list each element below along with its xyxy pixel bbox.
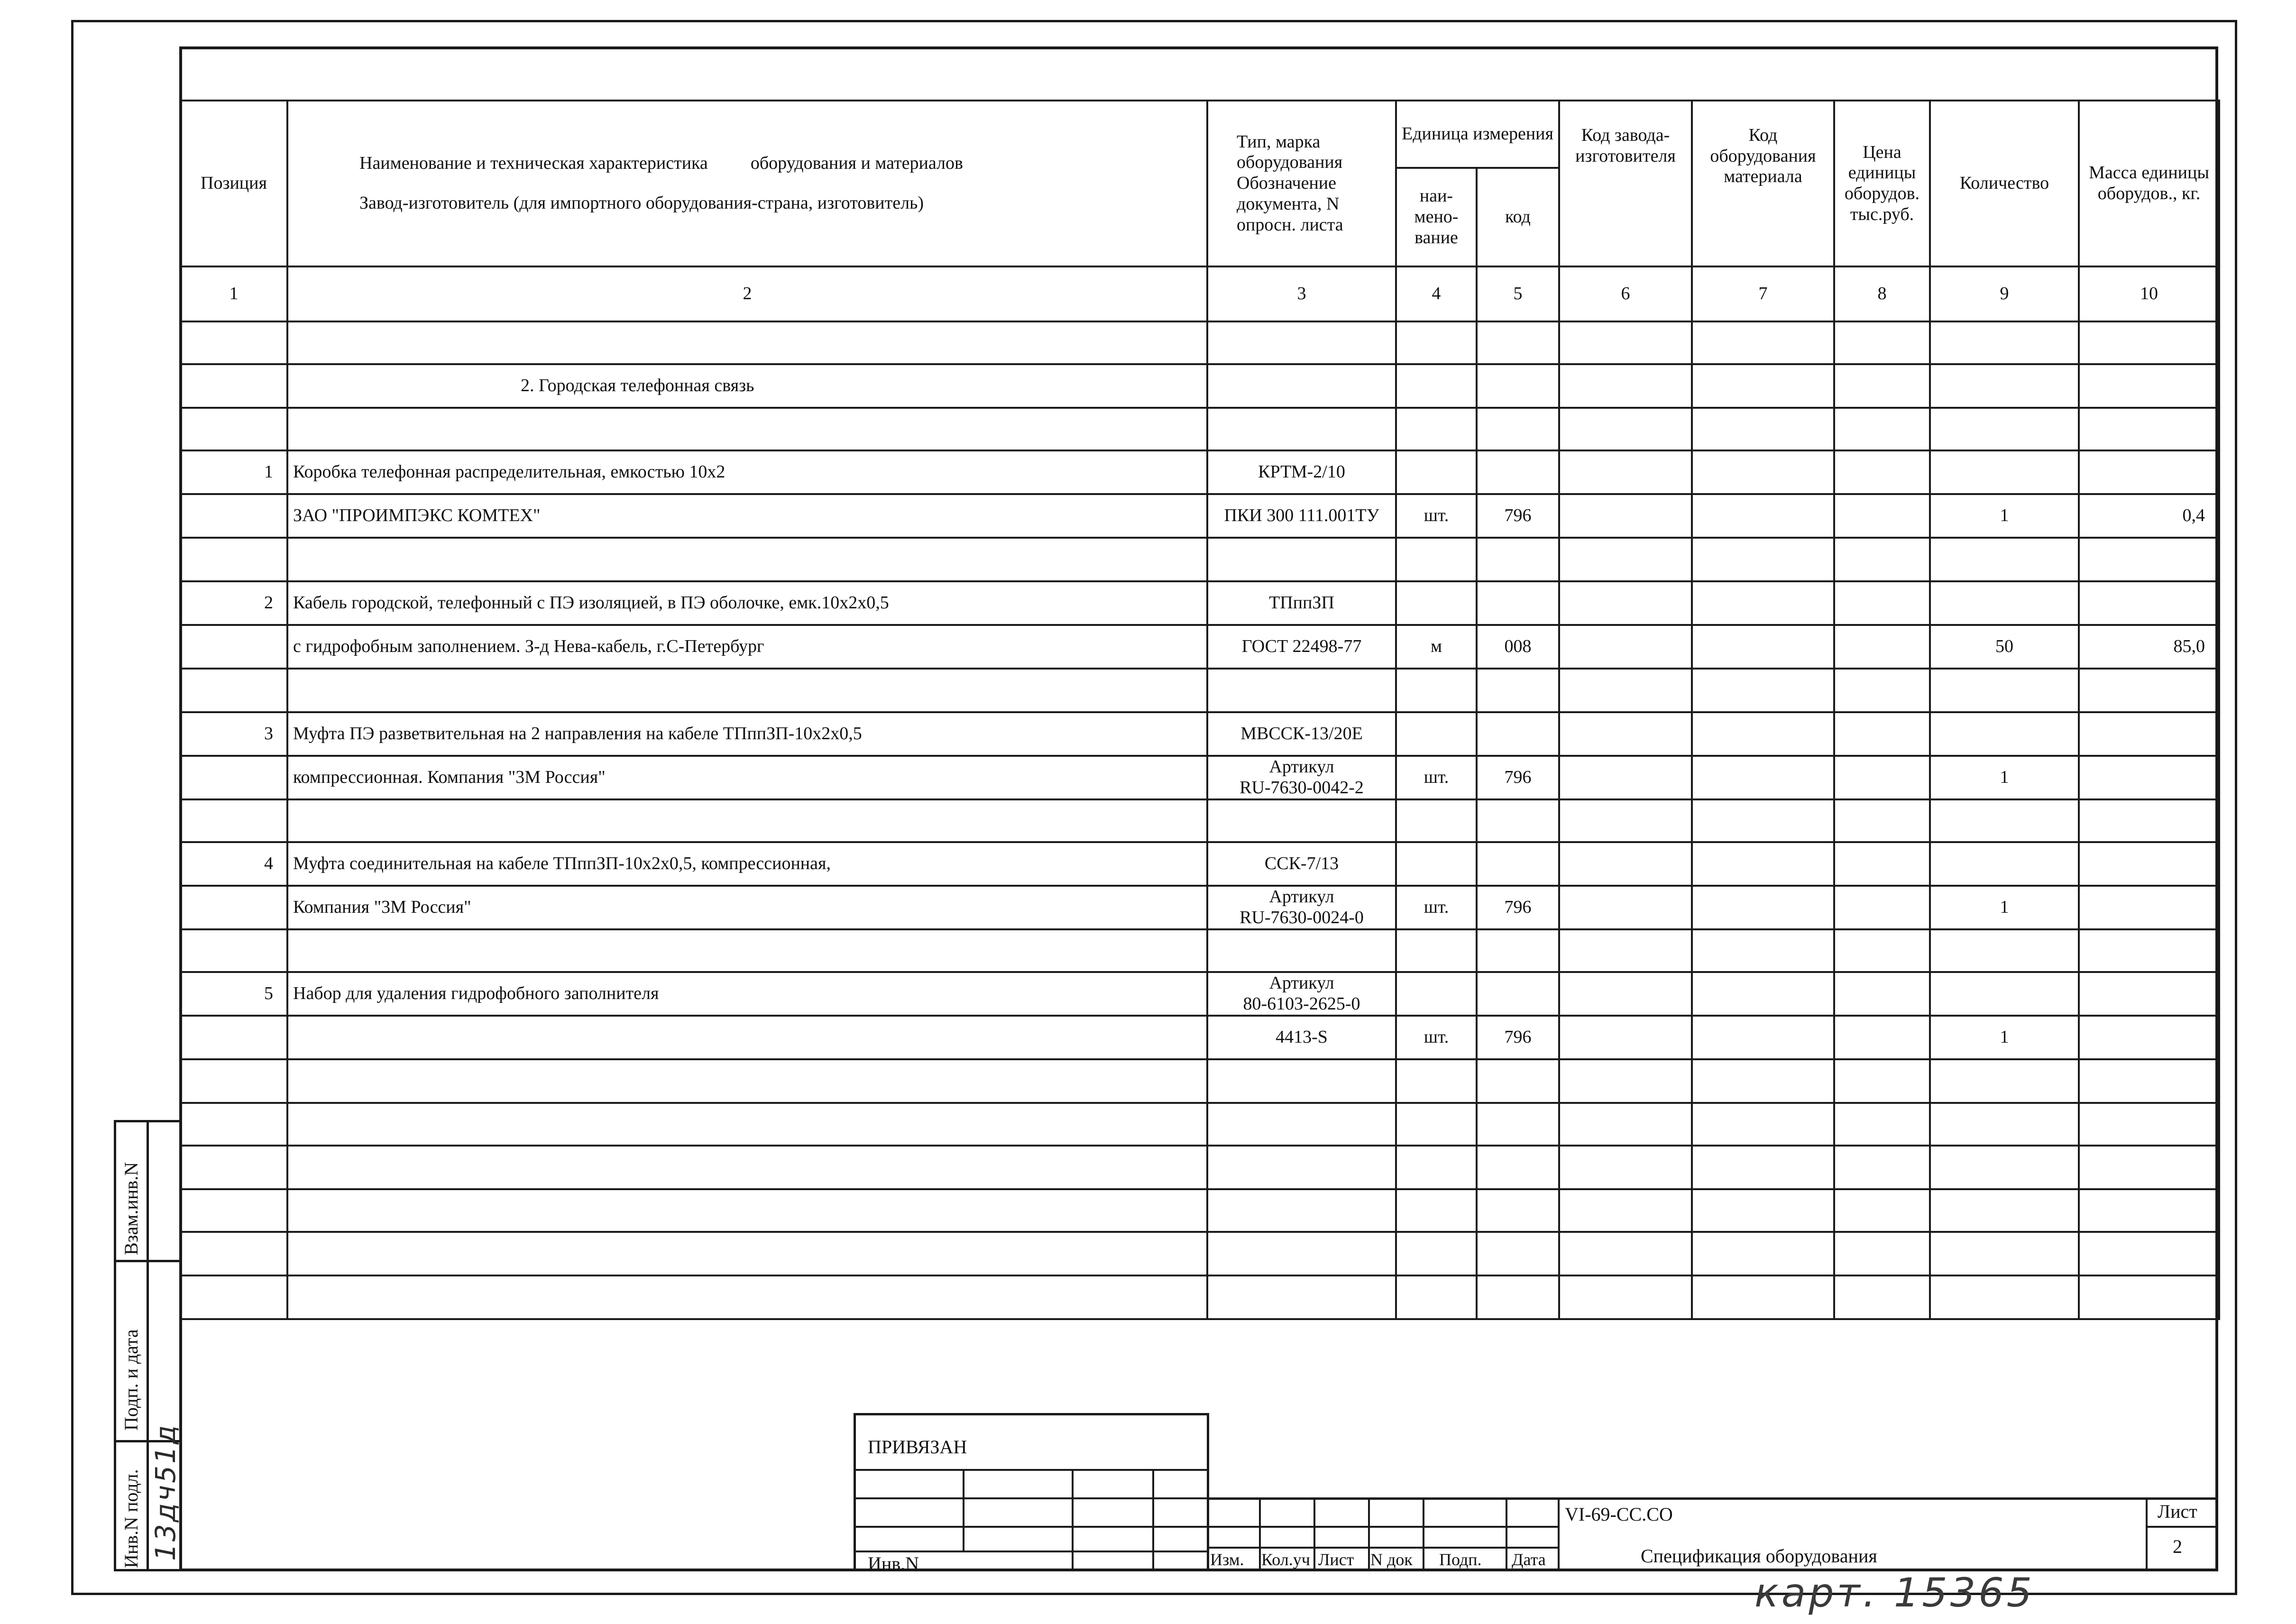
row-type (1207, 886, 1396, 929)
section-title: 2. Городская телефонная связь (287, 364, 1207, 408)
row-unit: шт. (1396, 886, 1477, 929)
handwritten-note: карт. 15365 (1754, 1569, 2035, 1616)
table-row (180, 581, 2219, 625)
row-name: компрессионная. Компания "3М Россия" (287, 756, 1207, 799)
row-type-article-number: 80-6103-2625-0 (1243, 994, 1360, 1014)
col-header-unit-code: код (1477, 168, 1559, 266)
table-row (180, 972, 2219, 1016)
row-position: 5 (180, 972, 287, 1016)
col-number: 4 (1396, 266, 1477, 321)
row-unit (1396, 450, 1477, 494)
table-row-blank (180, 1275, 2219, 1319)
table-row (180, 494, 2219, 538)
tb-line (2146, 1497, 2148, 1571)
tb-line (1072, 1469, 1074, 1571)
col-header-name (287, 101, 1207, 266)
row-type (1207, 972, 1396, 1016)
tb-line (1368, 1497, 1370, 1571)
row-unit: м (1396, 625, 1477, 669)
stamp-list: Лист (1318, 1550, 1354, 1569)
row-type: МВССК-13/20Е (1207, 712, 1396, 756)
table-row-blank (180, 1103, 2219, 1146)
col-header-type: Тип, марка оборудования Обозначение документа, N опросн. листа (1207, 101, 1396, 266)
row-name: с гидрофобным заполнением. З-д Нева-кабель, г.С-Петербург (287, 625, 1207, 669)
col-header-position: Позиция (180, 101, 287, 266)
table-row-blank (180, 1146, 2219, 1189)
stamp-podp: Подп. (1439, 1550, 1482, 1569)
row-mass: 0,4 (2079, 494, 2219, 538)
row-type: ТПппЗП (1207, 581, 1396, 625)
row-type: ПКИ 300 111.001ТУ (1207, 494, 1396, 538)
row-name: Муфта ПЭ разветвительная на 2 направления на кабеле ТПппЗП-10х2х0,5 (287, 712, 1207, 756)
row-mass: 85,0 (2079, 625, 2219, 669)
document-title: Спецификация оборудования (1641, 1545, 1877, 1567)
table-row-blank (180, 1059, 2219, 1103)
col-number: 2 (287, 266, 1207, 321)
tb-line (854, 1526, 1209, 1528)
row-type (1207, 756, 1396, 799)
row-unit-code (1477, 450, 1559, 494)
col-number: 6 (1559, 266, 1692, 321)
header-name-line1a: Наименование и техническая характеристика (359, 153, 708, 174)
table-row (180, 625, 2219, 669)
col-header-equip-code: Код оборудования материала (1692, 101, 1834, 266)
tb-line (1313, 1497, 1315, 1571)
section-row (180, 364, 2219, 408)
col-number: 3 (1207, 266, 1396, 321)
table-row-blank (180, 1232, 2219, 1275)
tb-line (1259, 1497, 1261, 1571)
row-qty: 1 (1930, 886, 2079, 929)
row-unit-code: 796 (1477, 886, 1559, 929)
col-header-price: Цена единицы оборудов. тыс.руб. (1834, 101, 1930, 266)
table-row (180, 756, 2219, 799)
row-unit-code: 008 (1477, 625, 1559, 669)
row-qty: 1 (1930, 1016, 2079, 1059)
row-type: 4413-S (1207, 1016, 1396, 1059)
table-row-blank (180, 408, 2219, 450)
row-name: Кабель городской, телефонный с ПЭ изоляцией, в ПЭ оболочке, емк.10х2х0,5 (287, 581, 1207, 625)
sheet-label: Лист (2158, 1501, 2197, 1522)
table-row-blank (180, 1189, 2219, 1232)
row-qty: 1 (1930, 494, 2079, 538)
row-name: ЗАО "ПРОИМПЭКС КОМТЕХ" (287, 494, 1207, 538)
tb-line (2146, 1526, 2218, 1528)
row-mass (2079, 450, 2219, 494)
row-type: КРТМ-2/10 (1207, 450, 1396, 494)
row-type-article-number: RU-7630-0024-0 (1240, 908, 1364, 927)
row-unit-code: 796 (1477, 756, 1559, 799)
tb-line (1506, 1497, 1507, 1571)
row-type: ССК-7/13 (1207, 842, 1396, 886)
stamp-n-dok: N док (1370, 1550, 1413, 1569)
margin-divider (147, 1122, 149, 1569)
row-unit: шт. (1396, 1016, 1477, 1059)
table-row (180, 450, 2219, 494)
col-number: 9 (1930, 266, 2079, 321)
header-name-line2: Завод-изготовитель (для импортного оборудования-страна, изготовитель) (359, 193, 924, 213)
row-qty: 50 (1930, 625, 2079, 669)
stamp-kol-uch: Кол.уч (1261, 1550, 1310, 1569)
tb-line (963, 1469, 964, 1551)
row-unit: шт. (1396, 756, 1477, 799)
col-number: 1 (180, 266, 287, 321)
table-row (180, 842, 2219, 886)
table-row-blank (180, 538, 2219, 581)
row-name: Компания "3М Россия" (287, 886, 1207, 929)
col-header-unit-name: наи- мено- вание (1396, 168, 1477, 266)
row-qty (1930, 450, 2079, 494)
margin-podp-label: Подп. и дата (120, 1329, 142, 1431)
table-row (180, 886, 2219, 929)
margin-stamp (114, 1120, 182, 1571)
document-code: VI-69-СС.СО (1565, 1504, 1673, 1525)
row-type-article-number: RU-7630-0042-2 (1240, 778, 1364, 798)
row-name (287, 1016, 1207, 1059)
col-number: 8 (1834, 266, 1930, 321)
row-name: Коробка телефонная распределительная, емкостью 10х2 (287, 450, 1207, 494)
col-header-maker-code: Код завода- изготовителя (1559, 101, 1692, 266)
header-name-line1b: оборудования и материалов (750, 153, 963, 174)
row-unit-code: 796 (1477, 1016, 1559, 1059)
row-position: 3 (180, 712, 287, 756)
table-row-blank (180, 669, 2219, 712)
row-type-article-label: Артикул (1269, 973, 1334, 993)
table-row (180, 712, 2219, 756)
sheet-number: 2 (2173, 1536, 2182, 1557)
specification-table (179, 100, 2220, 1320)
col-header-mass: Масса единицы оборудов., кг. (2079, 101, 2219, 266)
tb-line (1558, 1497, 1560, 1571)
table-row-blank (180, 799, 2219, 842)
row-position: 2 (180, 581, 287, 625)
row-qty: 1 (1930, 756, 2079, 799)
table-row-blank (180, 321, 2219, 364)
row-position: 4 (180, 842, 287, 886)
row-position: 1 (180, 450, 287, 494)
stamp-data: Дата (1512, 1550, 1546, 1569)
row-type-article-label: Артикул (1269, 757, 1334, 777)
stamp-izm: Изм. (1210, 1550, 1244, 1569)
row-unit: шт. (1396, 494, 1477, 538)
row-type: ГОСТ 22498-77 (1207, 625, 1396, 669)
margin-inv-number: 13дч51д (149, 1423, 182, 1561)
inv-n-label: Инв.N (868, 1553, 919, 1574)
col-header-unit: Единица измерения (1396, 101, 1559, 168)
row-unit-code: 796 (1477, 494, 1559, 538)
margin-inv-label: Инв.N подл. (120, 1469, 142, 1568)
row-name: Муфта соединительная на кабеле ТПппЗП-10х2х0,5, компрессионная, (287, 842, 1207, 886)
table-row (180, 1016, 2219, 1059)
margin-divider (116, 1260, 179, 1262)
col-header-qty: Количество (1930, 101, 2079, 266)
tb-line (1423, 1497, 1424, 1571)
table-row-blank (180, 929, 2219, 972)
col-number: 5 (1477, 266, 1559, 321)
row-name: Набор для удаления гидрофобного заполнителя (287, 972, 1207, 1016)
col-number: 10 (2079, 266, 2219, 321)
privyazan-label: ПРИВЯЗАН (868, 1436, 967, 1458)
col-number: 7 (1692, 266, 1834, 321)
tb-line (854, 1469, 1209, 1471)
margin-vzam-label: Взам.инв.N (120, 1162, 142, 1255)
tb-line (854, 1497, 1209, 1499)
tb-line (1152, 1469, 1154, 1571)
row-type-article-label: Артикул (1269, 887, 1334, 907)
